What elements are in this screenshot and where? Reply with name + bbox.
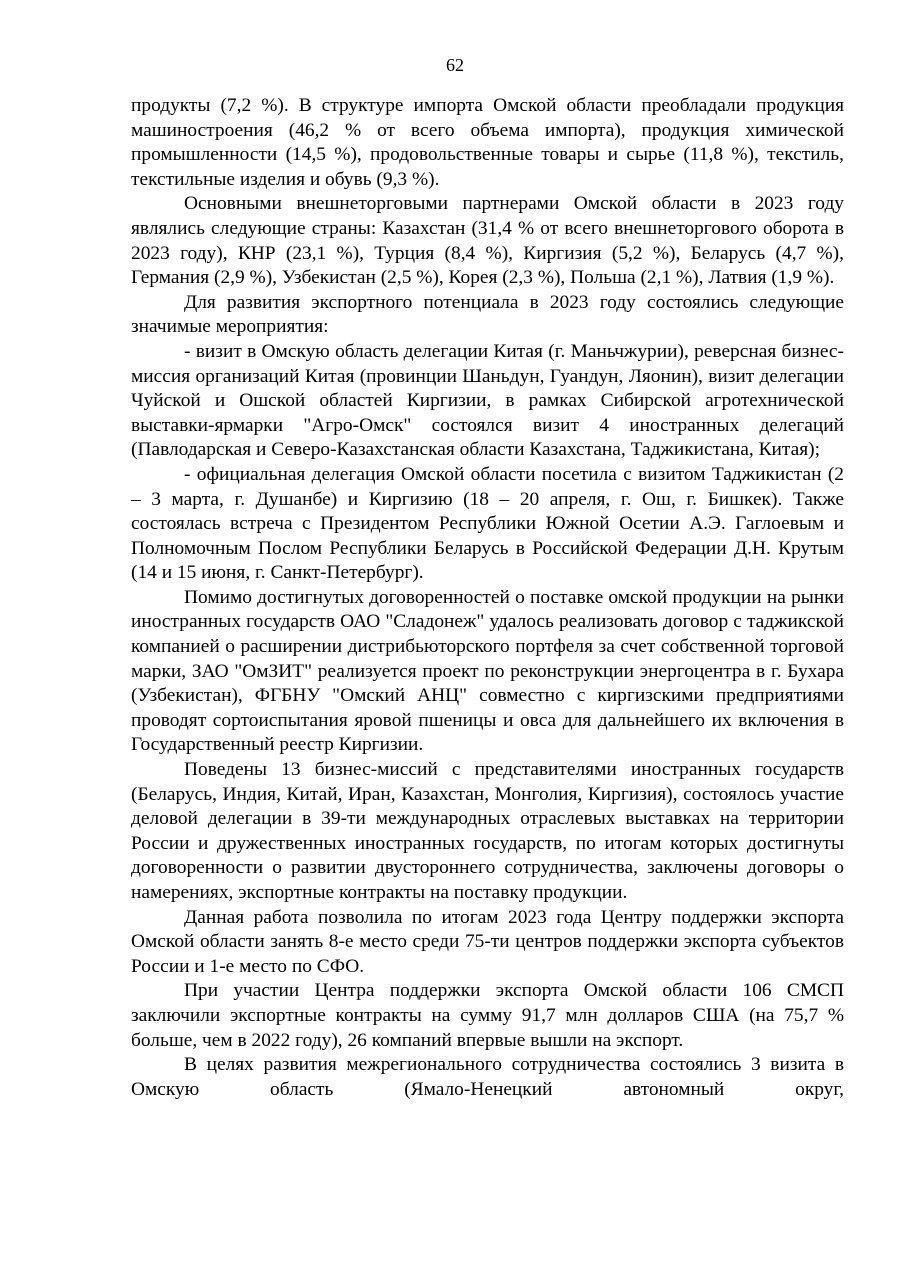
paragraph-export-center-ranking: Данная работа позволила по итогам 2023 года Центру поддержки экспорта Омской области занять 8-е место среди 75-ти центров поддержки экспорта субъектов России и 1-е место по СФО. — [131, 906, 844, 977]
paragraph-trade-partners: Основными внешнеторговыми партнерами Омской области в 2023 году являлись следующие страны: Казахстан (31,4 % от всего внешнеторгового оборота в 2023 году), КНР (23,1 %), Турция (8,4 %), Киргизия (5,2 %), Беларусь (4,7 %), Германия (2,9 %), Узбекистан (2,5 %), Корея (2,3 %), Польша (2,1 %), Латвия (1,9 %). — [131, 193, 844, 289]
paragraph-agreements: Помимо достигнутых договоренностей о поставке омской продукции на рынки иностранных государств ОАО "Сладонеж" удалось реализовать договор с таджикской компанией о расширении дистрибьюторского портфеля за счет собственной торговой марки, ЗАО "ОмЗИТ" реализуется проект по реконструкции энергоцентра в г. Бухара (Узбекистан), ФГБНУ "Омский АНЦ" совместно с киргизскими предприятиями проводят сортоиспытания яровой пшеницы и овса для дальнейшего их включения в Государственный реестр Киргизии. — [131, 586, 844, 756]
paragraph-business-missions: Поведены 13 бизнес-миссий с представителями иностранных государств (Беларусь, Индия, Китай, Иран, Казахстан, Монголия, Киргизия), состоялось участие деловой делегации в 39-ти международных отраслевых выставках на территории России и дружественных иностранных государств, по итогам которых достигнуты договоренности о развитии двустороннего сотрудничества, заключены договоры о намерениях, экспортные контракты на поставку продукции. — [131, 759, 844, 903]
paragraph-export-contracts: При участии Центра поддержки экспорта Омской области 106 СМСП заключили экспортные контракты на сумму 91,7 млн долларов США (на 75,7 % больше, чем в 2022 году), 26 компаний впервые вышли на экспорт. — [131, 980, 844, 1051]
page-body — [131, 94, 844, 1102]
paragraph-import-structure: продукты (7,2 %). В структуре импорта Омской области преобладали продукция машиностроения (46,2 % от всего объема импорта), продукция химической промышленности (14,5 %), продовольственные товары и сырье (11,8 %), текстиль, текстильные изделия и обувь (9,3 %). — [131, 95, 844, 190]
page-number: 62 — [446, 55, 464, 75]
paragraph-export-events-intro: Для развития экспортного потенциала в 2023 году состоялись следующие значимые мероприятия: — [131, 291, 844, 338]
paragraph-official-delegation: - официальная делегация Омской области посетила с визитом Таджикистан (2 – 3 марта, г. Душанбе) и Киргизию (18 – 20 апреля, г. Ош, г. Бишкек). Также состоялась встреча с Президентом Республики Южной Осетии А.Э. Гаглоевым и Полномочным Послом Республики Беларусь в Российской Федерации Д.Н. Крутым (14 и 15 июня, г. Санкт-Петербург). — [131, 463, 844, 584]
paragraph-delegation-visits: - визит в Омскую область делегации Китая (г. Маньчжурии), реверсная бизнес-миссия организаций Китая (провинции Шаньдун, Гуандун, Ляонин), визит делегации Чуйской и Ошской областей Киргизии, в рамках Сибирской агротехнической выставки-ярмарки "Агро-Омск" состоялся визит 4 иностранных делегаций (Павлодарская и Северо-Казахстанская области Казахстана, Таджикистана, Китая); — [131, 340, 844, 461]
paragraph-interregional-cooperation: В целях развития межрегионального сотрудничества состоялись 3 визита в Омскую область (Ямало-Ненецкий автономный округ, — [131, 1054, 844, 1100]
